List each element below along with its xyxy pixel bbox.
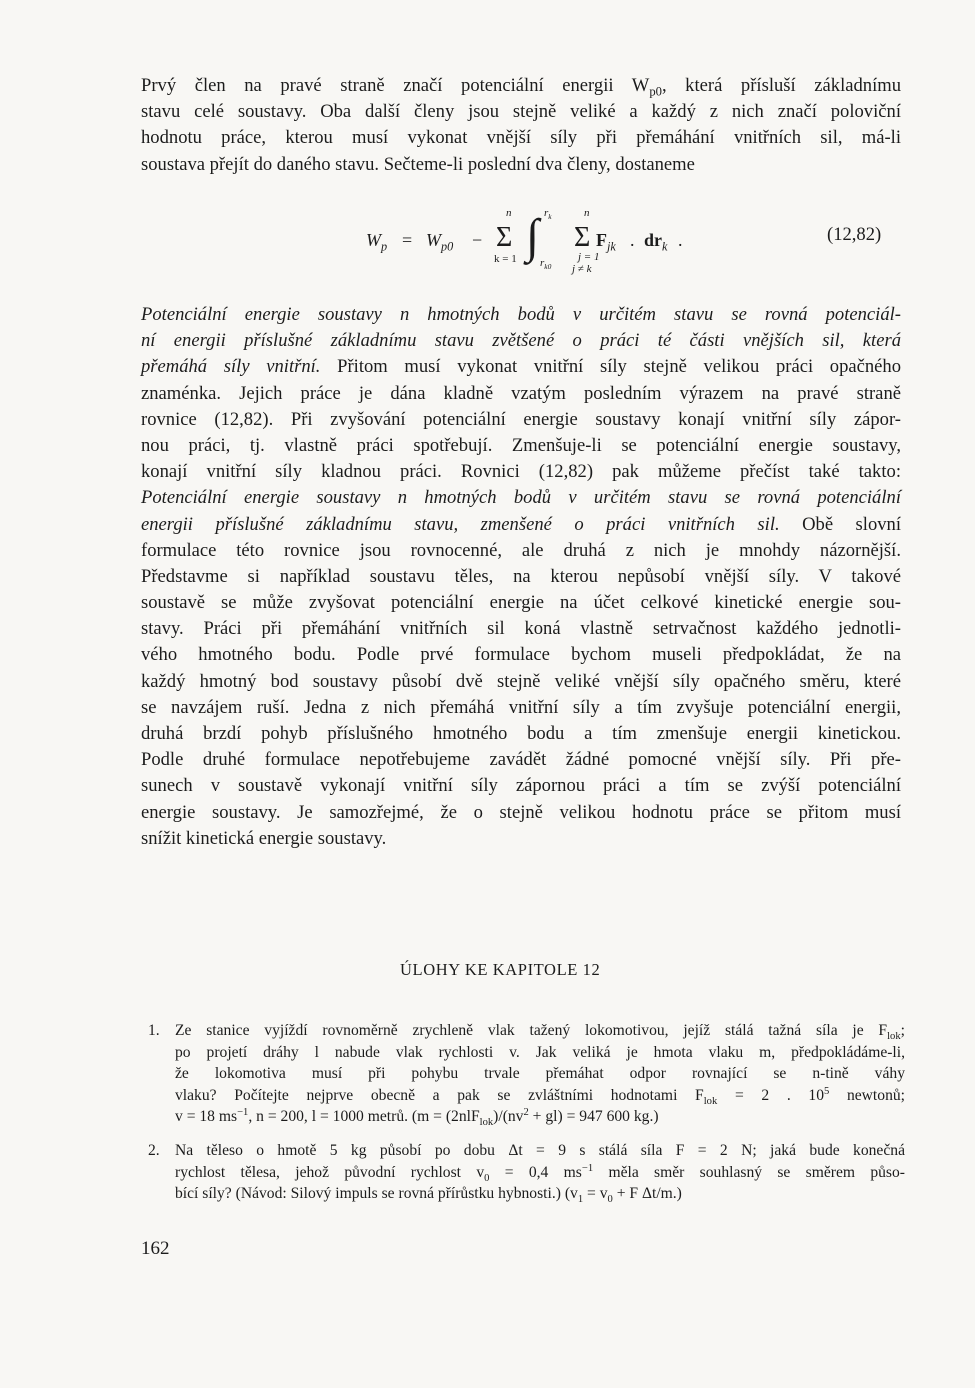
eq-lhs: $W_p$ [366, 230, 388, 254]
paragraph-1-line: Prvý člen na pravé straně značí potenciální energii $W_{p0}$, která přísluší základnímu [141, 75, 902, 99]
integral-lower: $r_{k0}$ [540, 257, 552, 272]
eq-force: $F_{jk}$ [596, 230, 616, 254]
page-number: 162 [141, 1238, 170, 1259]
equation-number: (12,82) [827, 224, 882, 245]
paragraph-2-line: snížit kinetická energie soustavy. [141, 827, 387, 849]
paragraph-2-line: Potenciální energie soustavy n hmotných bodů v určitém stavu se rovná potenciální [141, 487, 901, 509]
sum2-upper: n [584, 207, 590, 219]
paragraph-2-line: stavy. Práci při přemáhání vnitřních sil koná vlastně setrvačnost každého jednotli- [141, 618, 901, 640]
paragraph-1-line: soustava přejít do daného stavu. Sečteme-li poslední dva členy, dostaneme [141, 153, 695, 175]
eq-minus: − [472, 230, 483, 250]
eq-wp0: $W_{p0}$ [426, 230, 454, 254]
paragraph-1 [141, 73, 901, 178]
sum1-lower: k = 1 [494, 253, 517, 265]
paragraph-2-line: konají vnitřní síly kladnou práci. Rovnici (12,82) pak můžeme přečíst také takto: [141, 461, 901, 483]
eq-dr: $dr_k$ [644, 230, 668, 254]
paragraph-2-line: energii příslušné základnímu stavu, zmenšené o práci vnitřních sil. Obě slovní [141, 513, 902, 535]
sum1-upper: n [506, 207, 512, 219]
task-number: 2. [148, 1142, 160, 1159]
paragraph-2-line: rovnice (12,82). Při zvyšování potenciální energie soustavy konají vnitřní síly zápor- [141, 408, 901, 430]
paragraph-2 [141, 302, 901, 852]
paragraph-2-line: nou práci, tj. vlastně práci spotřebují. Zmenšuje-li se potenciální energie soustavy, [141, 434, 901, 456]
task-line: rychlost tělesa, jehož původní rychlost $v_0 = 0,4$ $ms^{-1}$ měla směr souhlasný se směrem půso- [175, 1162, 905, 1184]
paragraph-2-line: formulace této rovnice jsou rovnocenné, ale druhá z nich je mnohdy názornější. [141, 539, 901, 561]
sum2-sign: Σ [574, 222, 591, 253]
paragraph-2-line: ní energii příslušné základnímu stavu zvětšené o práci té části vnějších sil, která [141, 330, 901, 352]
paragraph-2-line: Podle druhé formulace nepotřebujeme zavádět žádné pomocné vnější síly. Při pře- [141, 749, 901, 771]
paragraph-2-line: energie soustavy. Je samozřejmé, že o stejně velikou hodnotu práce se přitom musí [141, 801, 901, 823]
task-line: že lokomotiva musí při pohybu trvale přemáhat odpor rovnající se n-tině váhy [175, 1065, 905, 1083]
paragraph-2-line: každý hmotný bod soustavy působí dvě stejně veliké vnější síly opačného směru, které [141, 670, 901, 692]
task-line: po projetí dráhy l nabude vlak rychlosti v. Jak veliká je hmota vlaku m, předpokládáme-li, [175, 1043, 905, 1061]
paragraph-2-line: vého hmotného bodu. Podle prvé formulace bychom museli předpokládat, že na [141, 644, 901, 666]
chapter-exercises-heading: ÚLOHY KE KAPITOLE 12 [400, 960, 601, 979]
sum1-sign: Σ [496, 222, 513, 253]
sum2-lower-1: j = 1 [578, 251, 600, 263]
task-line: bící síly? (Návod: Silový impuls se rovná přírůstku hybnosti.) ($v_1 = v_0 + F$ Δt/m.) [175, 1185, 682, 1206]
eq-period: . [678, 230, 683, 250]
paragraph-2-line: přemáhá síly vnitřní. Přitom musí vykonat vnitřní síly stejně velikou práci opačného [141, 356, 902, 378]
eq-equals: = [402, 230, 413, 250]
paragraph-2-line: znaménka. Jejich práce je dána kladně vzatým posledním výrazem na pravé straně [141, 382, 901, 404]
equation-12-82 [366, 205, 906, 280]
task-line: Na těleso o hmotě 5 kg působí po dobu Δt = 9 s stálá síla F = 2 N; jaká bude konečná [175, 1142, 905, 1159]
paragraph-2-line: Potenciální energie soustavy n hmotných bodů v určitém stavu se rovná potenciál- [141, 304, 901, 325]
task-line: Ze stanice vyjíždí rovnoměrně zrychleně vlak tažený lokomotivou, jejíž stálá tažná síla je $F_{lok}$; [175, 1022, 905, 1043]
integral-upper: $r_k$ [544, 207, 552, 222]
sum2-lower-2: j ≠ k [572, 263, 592, 275]
paragraph-2-line: sunech v soustavě vykonají vnitřní síly zápornou práci a tím se zvýší potenciální [141, 775, 901, 797]
task-body [175, 1020, 905, 1128]
task-line: vlaku? Počítejte nejprve obecně a pak se zvláštními hodnotami $F_{lok} = 2$ . $10^5$ newtonů; [175, 1085, 905, 1107]
task-body [175, 1140, 905, 1205]
paragraph-2-line: druhá brzdí pohyb příslušného hmotného bodu a tím zmenšuje energii kinetickou. [141, 723, 901, 744]
integral-sign: ∫ [526, 210, 540, 263]
paragraph-1-line: hodnotu práce, kterou musí vykonat vnější síly při přemáhání vnitřních sil, má-li [141, 127, 901, 149]
paragraph-1-line: stavu celé soustavy. Oba další členy jsou stejně veliké a každý z nich značí poloviční [141, 101, 901, 123]
task-line: v = 18 $ms^{-1}$, n = 200, l = 1000 metrů. ($m = (2nlF_{lok})/(nv^2 + gl) = 947$ 600 kg.) [175, 1107, 659, 1129]
paragraph-2-line: se navzájem ruší. Jedna z nich přemáhá vnitřní síly a tím zvyšuje potenciální energii, [141, 696, 901, 718]
paragraph-2-line: soustavě se může zvyšovat potenciální energie na účet celkové kinetické energie sou- [141, 592, 901, 614]
task-number: 1. [148, 1022, 160, 1039]
eq-dot: . [630, 230, 635, 250]
paragraph-2-line: Představme si například soustavu těles, na kterou nepůsobí vnější síly. V takové [141, 565, 901, 587]
